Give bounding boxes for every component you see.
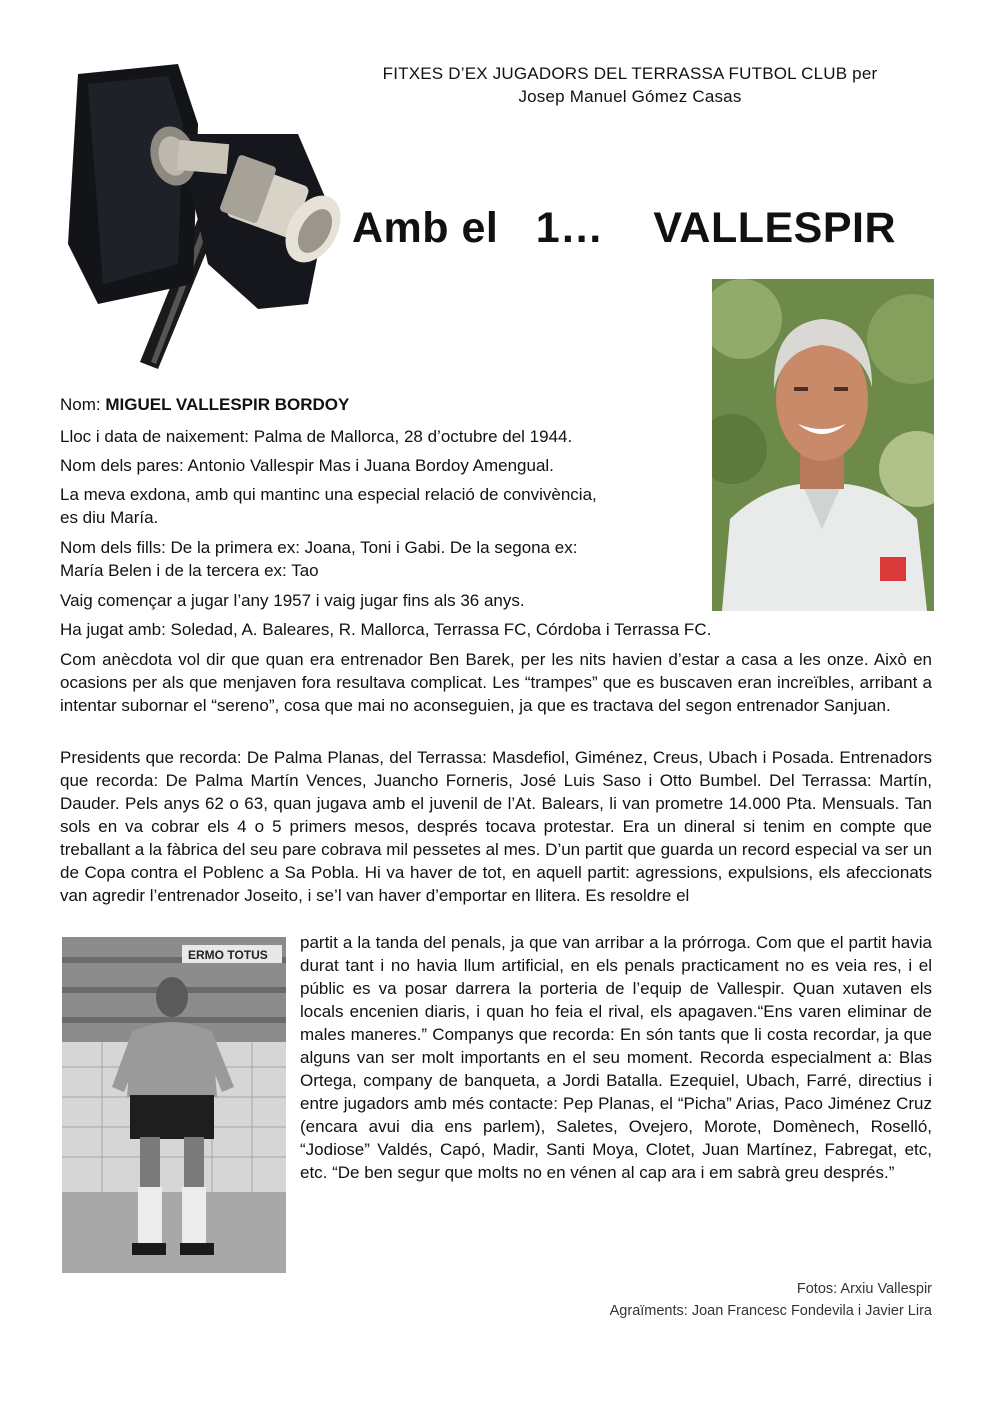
name-label: Nom: (60, 395, 106, 414)
children-line-2: María Belen i de la tercera ex: Tao (60, 561, 319, 580)
credits-thanks: Agraïments: Joan Francesc Fondevila i Javier Lira (609, 1303, 932, 1319)
children-line-1: Nom dels fills: De la primera ex: Joana, Toni i Gabi. De la segona ex: (60, 538, 578, 557)
parents-line: Nom dels pares: Antonio Vallespir Mas i Juana Bordoy Amengual. (60, 456, 554, 475)
teams-line: Ha jugat amb: Soledad, A. Baleares, R. Mallorca, Terrassa FC, Córdoba i Terrassa FC. (60, 620, 712, 639)
portrait-photo (712, 279, 934, 611)
name-line (60, 393, 700, 416)
stadium-sign: ERMO TOTUS (188, 948, 268, 962)
partner-line-1: La meva exdona, amb qui mantinc una especial relació de convivència, (60, 485, 597, 504)
partner-paragraph (60, 483, 700, 529)
player-name: MIGUEL VALLESPIR BORDOY (105, 395, 350, 414)
career-span-line: Vaig començar a jugar l’any 1957 i vaig jugar fins als 36 anys. (60, 591, 525, 610)
children-paragraph (60, 536, 700, 582)
header-line-1: FITXES D’EX JUGADORS DEL TERRASSA FUTBOL CLUB per (382, 64, 878, 83)
credits (432, 1278, 932, 1322)
page-title: Amb el 1… VALLESPIR (352, 204, 897, 252)
credits-photos: Fotos: Arxiu Vallespir (796, 1281, 932, 1297)
header (330, 62, 930, 108)
presidents-paragraph: Presidents que recorda: De Palma Planas, del Terrassa: Masdefiol, Giménez, Creus, Ubach i Posada. Entrenadors que recorda: De Palma Martín Vences, Juancho Forneris, José Luis Saso i Otto Bumbel. Del Terrassa: Martín, Dauder. Pels anys 62 o 63, quan jugava amb el juvenil de l’At. Balears, li van prometre 14.000 Pta. Mensuals. Tan sols en va cobrar els 4 o 5 primers mesos, després tocava protestar. Era un dineral si tenim en compte que treballant a la fàbrica del seu pare cobrava mil pessetes al mes. D’un partit que guarda un record especial va ser un de Copa contra el Poblenc a Sa Pobla. Hi va haver de tot, en aquell partit: agressions, expulsions, els afeccionats van agredir l’entrenador Joseito, i se’l van haver d’emportar en llitera. Es resoldre el (60, 748, 932, 905)
header-line-2: Josep Manuel Gómez Casas (518, 87, 742, 106)
megaphone-illustration (58, 64, 348, 374)
birth-line: Lloc i data de naixement: Palma de Mallorca, 28 d’octubre del 1944. (60, 427, 573, 446)
team-photo (62, 937, 286, 1273)
partner-line-2: es diu María. (60, 508, 159, 527)
wrap-paragraph: partit a la tanda del penals, ja que van arribar a la prórroga. Com que el partit havia durat tant i no havia llum artificial, en els penals practicament no es veia res, i el públic es va posar darrera la porteria de l’equip de Vallespir. Quan xutaven els locals encenien diaris, i quan ho feia el rival, els apagaven.“Ens varen eliminar de males maneres.” Companys que recorda: En són tants que li costa recordar, ja que alguns van ser molt importants en el seu moment. Recorda especialment a: Blas Ortega, company de banqueta, a Jordi Batalla. Ezequiel, Ubach, Farré, directius i entre jugadors amb més contacte: Pep Planas, el “Picha” Arias, Paco Jiménez Cruz (encara avui dia ens parlem), Saletes, Ovejero, Morote, Domènech, Roselló, “Jodiose” Valdés, Capó, Madir, Santi Moya, Clotet, Juan Martínez, Fabregat, etc, etc. “De ben segur que molts no en vénen al cap ara i em sabrà greu després.” (300, 933, 932, 1182)
anecdote-paragraph: Com anècdota vol dir que quan era entrenador Ben Barek, per les nits havien d’estar a casa a les onze. Això en ocasions per als que menjaven fora resultava complicat. Les “trampes” que es buscaven eran increïbles, arribant a intentar subornar el “sereno”, cosa que mai no aconseguien, ja que es tractava del segon entrenador Sanjuan. (60, 650, 932, 715)
